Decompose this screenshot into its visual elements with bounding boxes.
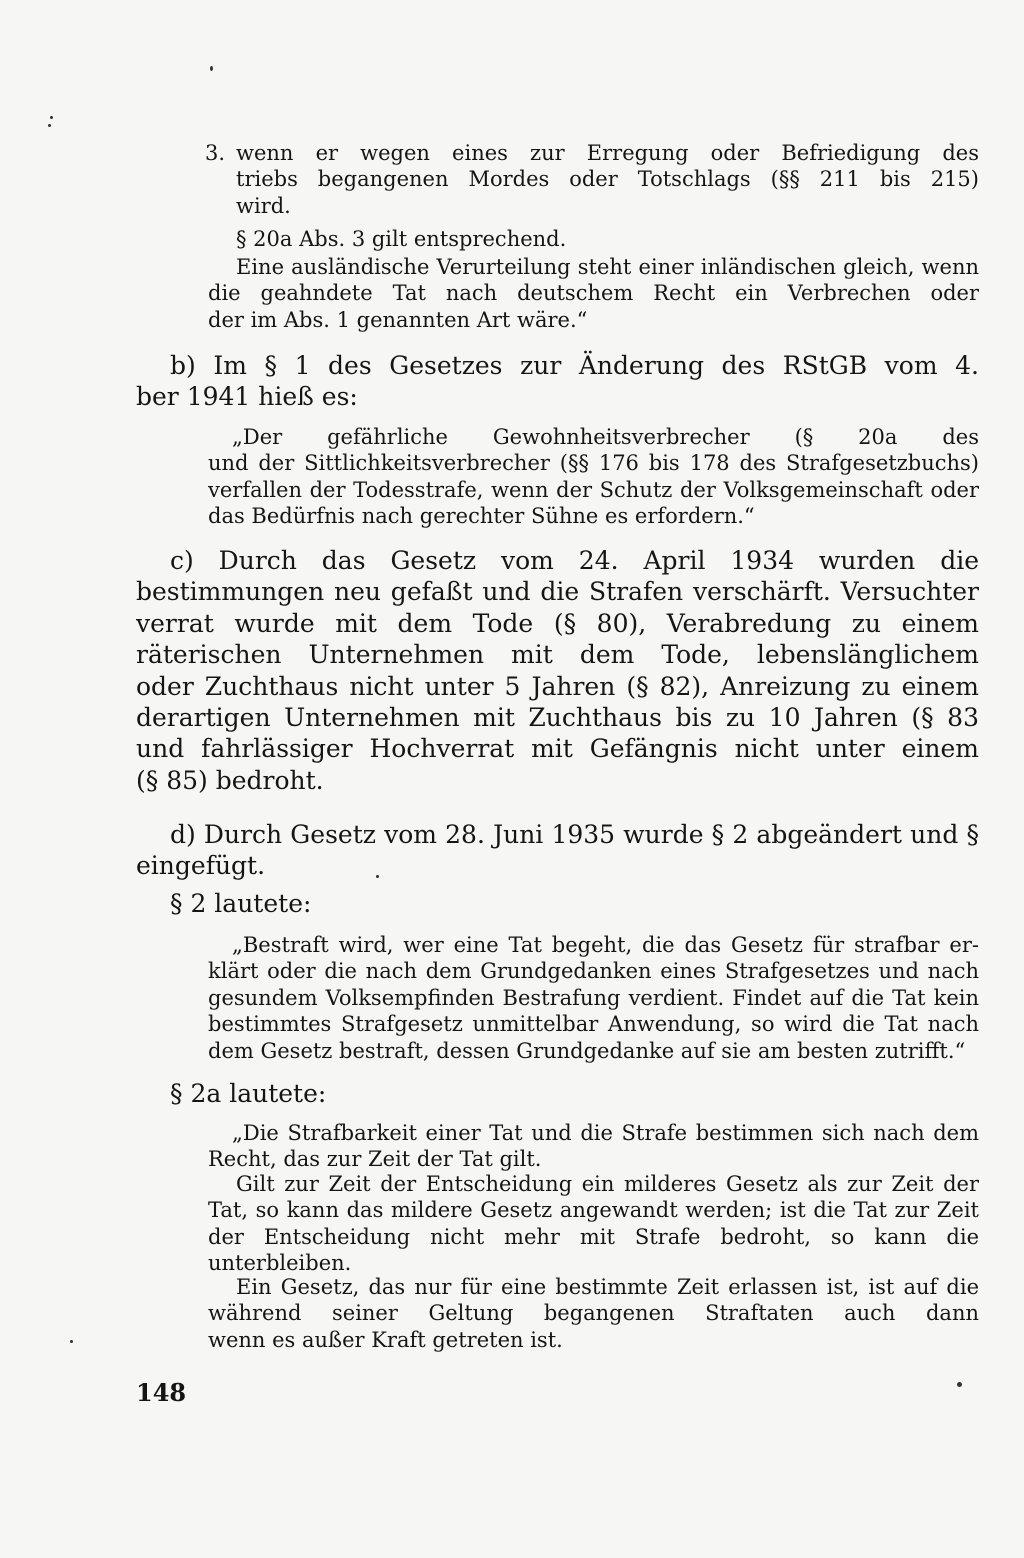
text-line: § 20a Abs. 3 gilt entsprechend. — [236, 227, 567, 251]
text-line: wenn er wegen eines zur Erregung oder Befriedigung des — [236, 141, 979, 165]
text-line: ber 1941 hieß es: — [136, 382, 358, 412]
text-line: eingefügt. — [136, 851, 266, 881]
paragraph-d — [136, 819, 979, 882]
text-line: Gilt zur Zeit der Entscheidung ein milderes Gesetz als zur Zeit der — [236, 1172, 979, 1196]
text-line: d) Durch Gesetz vom 28. Juni 1935 wurde § 2 abgeändert und § — [170, 820, 979, 849]
section-2a-heading — [170, 1078, 570, 1109]
text-line: wenn es außer Kraft getreten ist. — [208, 1327, 563, 1352]
text-line: Ein Gesetz, das nur für eine bestimmte Zeit erlassen ist, ist auf die — [236, 1275, 979, 1299]
scan-speck — [70, 1340, 73, 1343]
text-line: während seiner Geltung begangenen Straftaten auch dann — [208, 1301, 979, 1326]
text-line: unterbleiben. — [208, 1251, 352, 1276]
text-line: wird. — [236, 193, 291, 218]
text-line: bestimmtes Strafgesetz unmittelbar Anwendung, so wird die Tat nach — [208, 1012, 979, 1037]
text-line: b) Im § 1 des Gesetzes zur Änderung des RStGB vom 4. — [170, 351, 979, 380]
quote-section-2a-part2 — [208, 1171, 979, 1277]
text-line: „Bestraft wird, wer eine Tat begeht, die das Gesetz für strafbar er- — [232, 933, 979, 957]
paragraph-c — [136, 545, 979, 796]
text-line: und fahrlässiger Hochverrat mit Gefängnis nicht unter einem — [136, 734, 979, 764]
text-line: bestimmungen neu gefaßt und die Strafen verschärft. Versuchter — [136, 577, 979, 607]
quote-b — [208, 424, 979, 530]
text-line: verfallen der Todesstrafe, wenn der Schutz der Volksgemeinschaft oder — [208, 477, 979, 502]
page-number: 148 — [136, 1378, 187, 1407]
scan-speck — [48, 124, 51, 127]
text-line: „Die Strafbarkeit einer Tat und die Strafe bestimmen sich nach dem — [232, 1121, 979, 1145]
foreign-conviction-paragraph — [208, 254, 979, 333]
text-line: Tat, so kann das mildere Gesetz angewandt werden; ist die Tat zur Zeit — [208, 1198, 979, 1223]
section-2-heading — [170, 888, 570, 919]
text-line: räterischen Unternehmen mit dem Tode, lebenslänglichem — [136, 640, 979, 670]
text-line: und der Sittlichkeitsverbrecher (§§ 176 bis 178 des Strafgesetzbuchs) — [208, 451, 979, 476]
text-line: § 2 lautete: — [170, 889, 312, 918]
text-line: Recht, das zur Zeit der Tat gilt. — [208, 1147, 542, 1172]
text-line: das Bedürfnis nach gerechter Sühne es erfordern.“ — [208, 504, 755, 529]
scan-speck — [50, 116, 53, 119]
text-line: der im Abs. 1 genannten Art wäre.“ — [208, 307, 588, 332]
quote-section-2 — [208, 932, 979, 1064]
text-line: „Der gefährliche Gewohnheitsverbrecher (§ 20a des — [232, 425, 979, 449]
scan-speck — [210, 66, 213, 71]
text-line: dem Gesetz bestraft, dessen Grundgedanke auf sie am besten zutrifft.“ — [208, 1038, 966, 1063]
text-line: gesundem Volksempfinden Bestrafung verdient. Findet auf die Tat kein — [208, 985, 979, 1010]
text-line: Eine ausländische Verurteilung steht einer inländischen gleich, wenn — [236, 255, 979, 279]
paragraph-b — [136, 350, 979, 413]
list-item-number: 3. — [205, 141, 226, 165]
text-line: (§ 85) bedroht. — [136, 765, 324, 795]
scan-speck — [957, 1382, 962, 1387]
text-line: derartigen Unternehmen mit Zuchthaus bis zu 10 Jahren (§ 83 — [136, 702, 979, 732]
list-item-3 — [236, 140, 979, 219]
text-line: klärt oder die nach dem Grundgedanken eines Strafgesetzes und nach — [208, 959, 979, 984]
text-line: c) Durch das Gesetz vom 24. April 1934 wurden die — [170, 546, 979, 575]
text-line: der Entscheidung nicht mehr mit Strafe bedroht, so kann die — [208, 1224, 979, 1249]
quote-section-2a-part1 — [208, 1120, 979, 1173]
text-line: oder Zuchthaus nicht unter 5 Jahren (§ 82), Anreizung zu einem — [136, 671, 979, 701]
quote-section-2a-part3 — [208, 1274, 979, 1353]
text-line: triebs begangenen Mordes oder Totschlags (§§ 211 bis 215) — [236, 167, 979, 192]
text-line: verrat wurde mit dem Tode (§ 80), Verabredung zu einem — [136, 608, 979, 638]
reference-note — [236, 226, 979, 252]
text-line: die geahndete Tat nach deutschem Recht ein Verbrechen oder — [208, 281, 979, 306]
text-line: § 2a lautete: — [170, 1079, 327, 1108]
